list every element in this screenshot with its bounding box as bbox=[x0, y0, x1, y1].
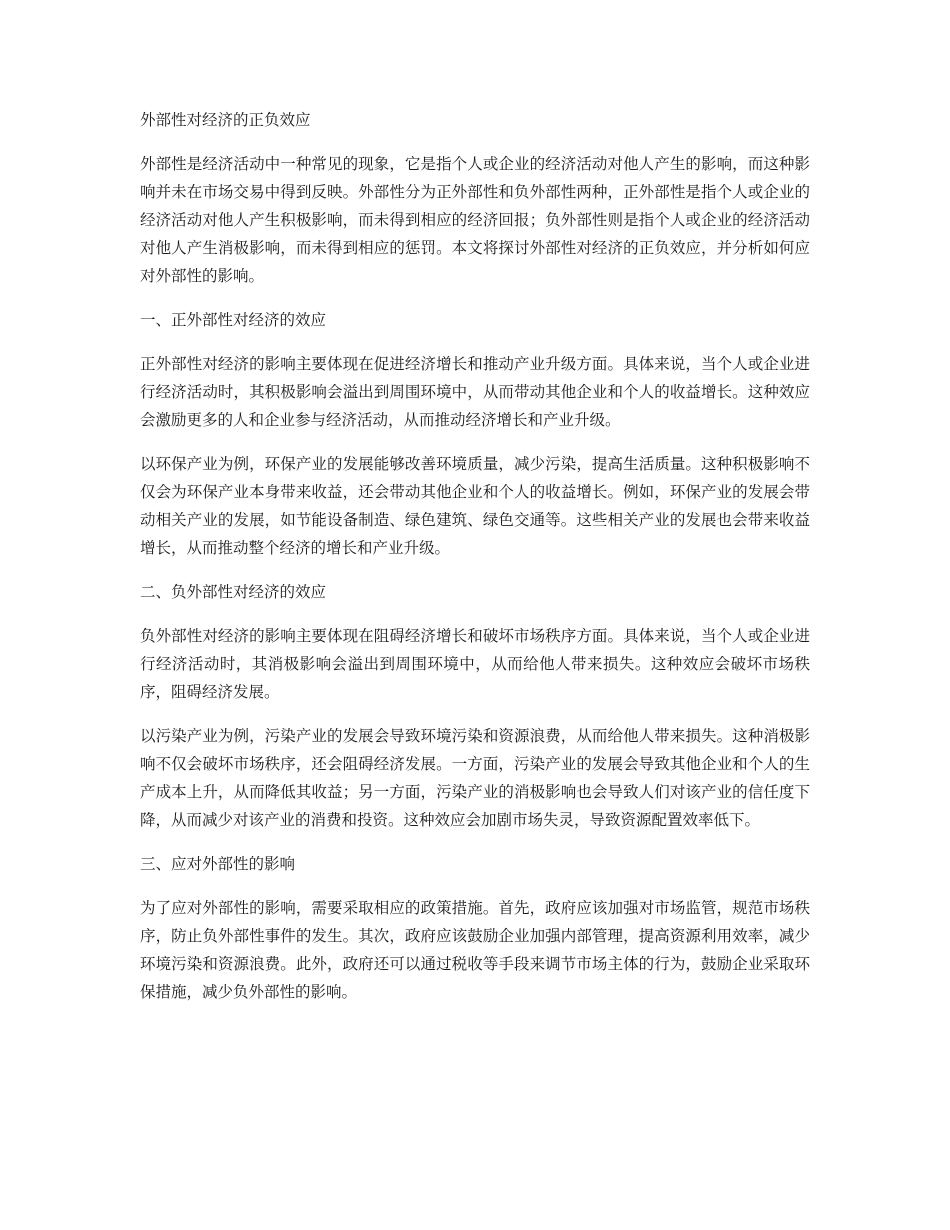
section-1-paragraph-1: 正外部性对经济的影响主要体现在促进经济增长和推动产业升级方面。具体来说，当个人或企业进行经济活动时，其积极影响会溢出到周围环境中，从而带动其他企业和个人的收益增长。这种效应会激励更多的人和企业参与经济活动，从而推动经济增长和产业升级。 bbox=[140, 355, 810, 429]
section-1-paragraph-2: 以环保产业为例，环保产业的发展能够改善环境质量，减少污染，提高生活质量。这种积极影响不仅会为环保产业本身带来收益，还会带动其他企业和个人的收益增长。例如，环保产业的发展会带动相关产业的发展，如节能设备制造、绿色建筑、绿色交通等。这些相关产业的发展也会带来收益增长，从而推动整个经济的增长和产业升级。 bbox=[140, 455, 810, 557]
section-heading-1: 一、正外部性对经济的效应 bbox=[140, 311, 327, 329]
section-3-paragraph-1: 为了应对外部性的影响，需要采取相应的政策措施。首先，政府应该加强对市场监管，规范市场秩序，防止负外部性事件的发生。其次，政府应该鼓励企业加强内部管理，提高资源利用效率，减少环境污染和资源浪费。此外，政府还可以通过税收等手段来调节市场主体的行为，鼓励企业采取环保措施，减少负外部性的影响。 bbox=[140, 899, 810, 1001]
section-2-paragraph-1: 负外部性对经济的影响主要体现在阻碍经济增长和破坏市场秩序方面。具体来说，当个人或企业进行经济活动时，其消极影响会溢出到周围环境中，从而给他人带来损失。这种效应会破坏市场秩序，阻碍经济发展。 bbox=[140, 627, 810, 701]
section-heading-3: 三、应对外部性的影响 bbox=[140, 855, 296, 873]
section-2-paragraph-2: 以污染产业为例，污染产业的发展会导致环境污染和资源浪费，从而给他人带来损失。这种消极影响不仅会破坏市场秩序，还会阻碍经济发展。一方面，污染产业的发展会导致其他企业和个人的生产成本上升，从而降低其收益；另一方面，污染产业的消极影响也会导致人们对该产业的信任度下降，从而减少对该产业的消费和投资。这种效应会加剧市场失灵，导致资源配置效率低下。 bbox=[140, 727, 810, 829]
document-page bbox=[140, 106, 810, 1022]
document-title: 外部性对经济的正负效应 bbox=[140, 111, 311, 129]
intro-paragraph: 外部性是经济活动中一种常见的现象，它是指个人或企业的经济活动对他人产生的影响，而这种影响并未在市场交易中得到反映。外部性分为正外部性和负外部性两种，正外部性是指个人或企业的经济活动对他人产生积极影响，而未得到相应的经济回报；负外部性则是指个人或企业的经济活动对他人产生消极影响，而未得到相应的惩罚。本文将探讨外部性对经济的正负效应，并分析如何应对外部性的影响。 bbox=[140, 155, 810, 285]
section-heading-2: 二、负外部性对经济的效应 bbox=[140, 583, 327, 601]
